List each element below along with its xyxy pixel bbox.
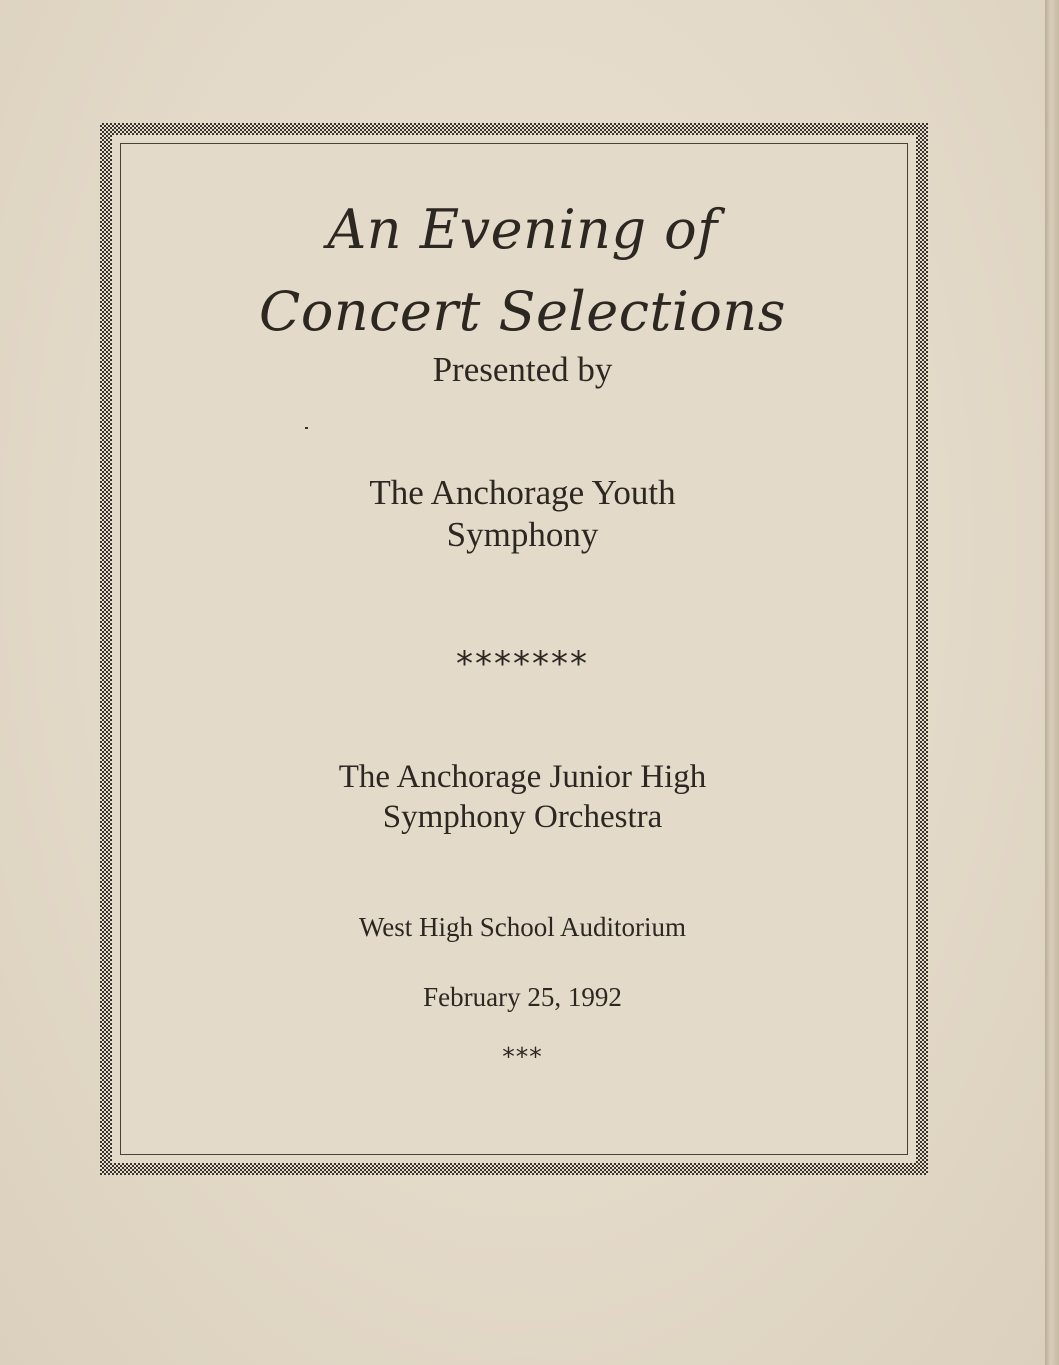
venue-text: West High School Auditorium <box>358 912 687 942</box>
presented-by-text: Presented by <box>432 350 613 389</box>
ensemble-1-name <box>0 472 1045 556</box>
separator-stars: ******* <box>456 644 589 684</box>
ensemble-1-line-1: The Anchorage Youth <box>369 473 676 512</box>
ensemble-2-line-1: The Anchorage Junior High <box>338 759 707 795</box>
page-edge <box>1045 0 1059 1365</box>
ensemble-2-line-2: Symphony Orchestra <box>382 799 663 835</box>
ink-speck <box>305 427 308 429</box>
closing-stars: *** <box>502 1042 543 1071</box>
ensemble-2-name <box>0 757 1045 837</box>
program-title-line-1: An Evening of <box>327 198 718 261</box>
date-text: February 25, 1992 <box>423 982 622 1012</box>
program-title-line-2: Concert Selections <box>259 280 786 343</box>
ensemble-1-line-2: Symphony <box>446 515 599 554</box>
